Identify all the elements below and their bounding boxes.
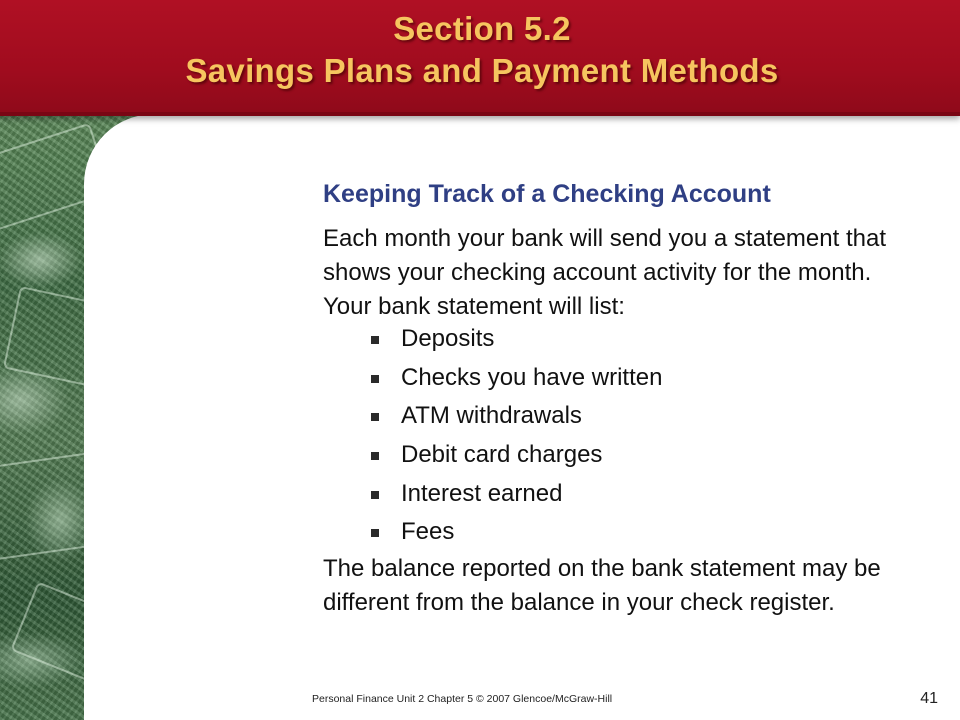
square-bullet-icon — [371, 375, 379, 383]
list-item — [371, 474, 662, 513]
statement-items-list — [371, 320, 662, 552]
list-item-label: Debit card charges — [401, 441, 603, 469]
square-bullet-icon — [371, 336, 379, 344]
list-item — [371, 513, 662, 552]
square-bullet-icon — [371, 452, 379, 460]
square-bullet-icon — [371, 529, 379, 537]
list-item — [371, 359, 662, 398]
list-item — [371, 436, 662, 475]
list-item-label: Fees — [401, 518, 455, 546]
list-item-label: Interest earned — [401, 479, 563, 507]
list-item-label: Checks you have written — [401, 363, 663, 391]
list-item — [371, 397, 662, 436]
section-subtitle: Savings Plans and Payment Methods — [185, 52, 779, 89]
list-item — [371, 320, 662, 359]
square-bullet-icon — [371, 491, 379, 499]
list-item-label: Deposits — [401, 325, 495, 353]
footer-credit: Personal Finance Unit 2 Chapter 5 © 2007 Glencoe/McGraw-Hill — [312, 693, 613, 705]
content-heading: Keeping Track of a Checking Account — [323, 180, 771, 208]
page-number: 41 — [920, 690, 938, 707]
title-bar-divider — [0, 112, 960, 116]
title-bar — [0, 0, 960, 116]
list-item-label: ATM withdrawals — [401, 402, 582, 430]
closing-paragraph: The balance reported on the bank statement may be different from the balance in your check register. — [323, 555, 881, 616]
square-bullet-icon — [371, 413, 379, 421]
intro-paragraph: Each month your bank will send you a statement that shows your checking account activity for the month. Your bank statement will list: — [323, 225, 886, 320]
section-title: Section 5.2 — [393, 10, 571, 47]
